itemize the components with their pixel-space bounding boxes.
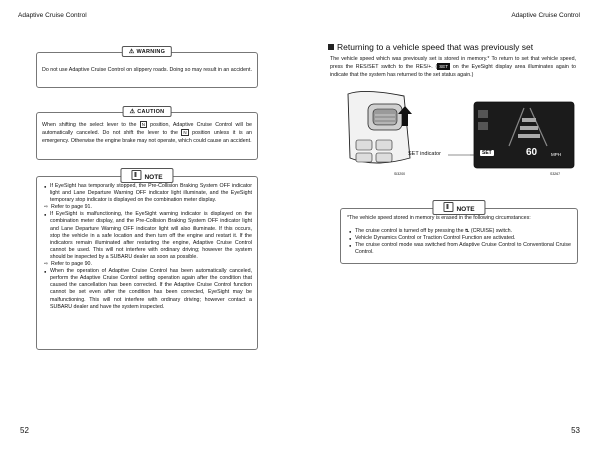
car-icon [478, 110, 488, 118]
page-number-right: 53 [571, 426, 580, 435]
note-icon-right [443, 202, 453, 212]
running-header-left: Adaptive Cruise Control [18, 12, 87, 19]
cruise-button [356, 140, 372, 150]
page-number-left: 52 [20, 426, 29, 435]
warning-text: Do not use Adaptive Cruise Control on slippery roads. Doing so may result in an accident. [42, 67, 252, 73]
note-box-left [36, 176, 258, 350]
figure-illustration [344, 88, 576, 178]
page-reference: ⇨ Refer to page 90. [44, 261, 252, 268]
figure-code-right: S3267 [550, 172, 561, 176]
caution-triangle-icon: ⚠ [129, 109, 136, 115]
note-box-right [340, 208, 578, 264]
distance-button [376, 140, 392, 150]
set-key-inline: SET [439, 64, 449, 70]
cruise-switch-icon: ⛐ [465, 228, 470, 234]
warning-triangle-icon: ⚠ [128, 49, 135, 55]
warning-label: WARNING [136, 49, 166, 55]
running-header-right: Adaptive Cruise Control [511, 12, 580, 19]
page-reference: ⇨ Refer to page 91. [44, 204, 252, 211]
list-item: ● If EyeSight has temporarily stopped, the Pre-Collision Braking System OFF indicator light and Lane Departure Warning OFF indicator light illuminate, and the EyeSight temporary stop indicator is displayed on the combination meter display. [44, 183, 252, 204]
list-item: ● The cruise control mode was switched from Adaptive Cruise Control to Conventional Cruise Control. [349, 242, 571, 256]
caution-text: When shifting the select lever to the N position, Adaptive Cruise Control will be automatically canceled. Do not shift the lever to the N position unless it is an emergency. Otherwise the engine brake may not operate, which could cause an accident. [42, 122, 252, 144]
n-position-key: N [141, 122, 145, 127]
warning-badge [122, 46, 172, 57]
caution-label: CAUTION [137, 109, 165, 115]
list-item: ● If EyeSight is malfunctioning, the EyeSight warning indicator is displayed on the combination meter display, and the Pre-Collision Braking System OFF indicator light and Lane Departure Warning OFF indicator light will also illuminate. If this occurs, stop the vehicle in a safe location and then turn off the engine and restart it. If the indicators remain illuminated after restarting the engine, Adaptive Cruise Control cannot be used. This will not interfere with ordinary driving; however the system should be inspected by a SUBARU dealer as soon as possible. [44, 211, 252, 261]
note-left-list [44, 183, 252, 311]
figure-code-left: SI3200 [394, 172, 406, 176]
note-right-list [349, 228, 571, 256]
speed-unit: MPH [551, 152, 561, 157]
set-badge: SET [482, 150, 492, 156]
warning-box [36, 49, 258, 88]
caution-box [36, 109, 258, 160]
list-item: ● When the operation of Adaptive Cruise Control has been automatically canceled, perform the Adaptive Cruise Control setting operation again after the condition that caused the cancellation has been corrected. If the Adaptive Cruise Control function cannot be set even after the condition has been corrected, EyeSight may be malfunctioning. This will not interfere with ordinary driving; however contact a SUBARU dealer and have the system inspected. [44, 268, 252, 311]
section-intro: The vehicle speed which was previously set is stored in memory.* To return to set that vehicle speed, press the RES/SET switch to the RES/+. ( SET on the EyeSight display area illuminates again to indicate that the system has returned to the set status again.) [330, 56, 576, 78]
steering-switch-figure [344, 88, 576, 178]
note-right-intro: *The vehicle speed stored in memory is erased in the following circumstances: [347, 215, 531, 221]
set-indicator-callout: SET indicator [408, 151, 441, 157]
list-item: ● The cruise control is turned off by pressing the ⛐ (CRUISE) switch. [349, 228, 571, 235]
list-item: ● Vehicle Dynamics Control or Traction Control Function are activated. [349, 235, 571, 242]
note-badge-right: NOTE [432, 200, 485, 215]
speed-value: 60 [526, 147, 538, 158]
caution-badge [123, 106, 172, 117]
n-position-key-2: N [183, 130, 187, 136]
note-badge-left: NOTE [120, 168, 173, 183]
section-square-icon [328, 44, 334, 50]
section-title: Returning to a vehicle speed that was previously set [328, 42, 533, 52]
note-icon [131, 170, 141, 180]
